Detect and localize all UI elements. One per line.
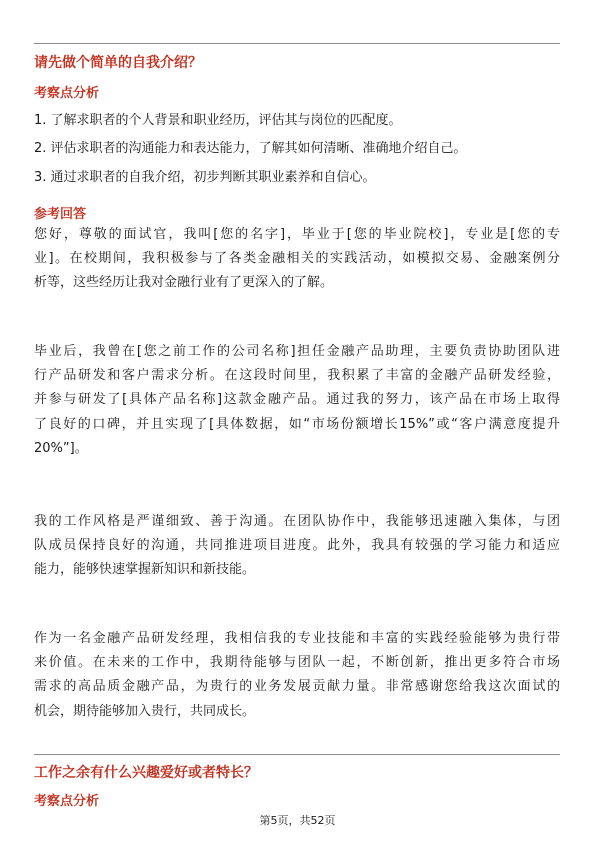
answer-line: 来价值。在未来的工作中，我期待能够与团队一起，不断创新，推出更多符合市场 (34, 655, 560, 671)
answer-line: 能力，能够快速掌握新知识和新技能。 (34, 562, 256, 578)
answer-line: 20%”]。 (34, 440, 88, 456)
answer-line: 了良好的口碑，并且实现了[具体数据，如“市场份额增长15%”或“客户满意度提升 (34, 416, 560, 432)
answer-line: 行产品研发和客户需求分析。在这段时间里，我积累了丰富的金融产品研发经验， (34, 368, 560, 384)
top-divider (34, 43, 560, 44)
answer-heading: 参考回答 (34, 207, 87, 222)
analysis-heading: 考察点分析 (34, 794, 100, 809)
analysis-item: 2. 评估求职者的沟通能力和表达能力，了解其如何清晰、准确地介绍自己。 (34, 141, 467, 156)
answer-line: 并参与研发了[具体产品名称]这款金融产品。通过我的努力，该产品在市场上取得 (34, 392, 560, 408)
analysis-item: 1. 了解求职者的个人背景和职业经历，评估其与岗位的匹配度。 (34, 113, 402, 128)
answer-paragraph (34, 223, 560, 296)
answer-line: 析等，这些经历让我对金融行业有了更深入的了解。 (34, 275, 334, 291)
analysis-item: 3. 通过求职者的自我介绍，初步判断其职业素养和自信心。 (34, 170, 376, 185)
question-title: 工作之余有什么兴趣爱好或者特长？ (34, 765, 258, 781)
answer-line: 毕业后，我曾在[您之前工作的公司名称]担任金融产品助理，主要负责协助团队进 (34, 344, 560, 359)
answer-paragraph (34, 340, 560, 461)
answer-line: 我的工作风格是严谨细致、善于沟通。在团队协作中，我能够迅速融入集体，与团 (34, 514, 560, 529)
answer-line: 队成员保持良好的沟通，共同推进项目进度。此外，我具有较强的学习能力和适应 (34, 538, 560, 554)
analysis-heading: 考察点分析 (34, 86, 100, 101)
answer-line: 业]。在校期间，我积极参与了各类金融相关的实践活动，如模拟交易、金融案例分 (34, 251, 560, 267)
page-number: 第5页，共52页 (259, 814, 336, 827)
answer-paragraph (34, 627, 560, 724)
answer-line: 您好，尊敬的面试官，我叫[您的名字]，毕业于[您的毕业院校]，专业是[您的专 (34, 227, 560, 242)
answer-line: 机会，期待能够加入贵行，共同成长。 (34, 703, 256, 719)
answer-line: 作为一名金融产品研发经理，我相信我的专业技能和丰富的实践经验能够为贵行带 (34, 631, 560, 646)
answer-line: 需求的高品质金融产品，为贵行的业务发展贡献力量。非常感谢您给我这次面试的 (34, 679, 560, 695)
question-title: 请先做个简单的自我介绍？ (34, 55, 202, 71)
section-divider (34, 754, 560, 755)
answer-paragraph (34, 510, 560, 583)
